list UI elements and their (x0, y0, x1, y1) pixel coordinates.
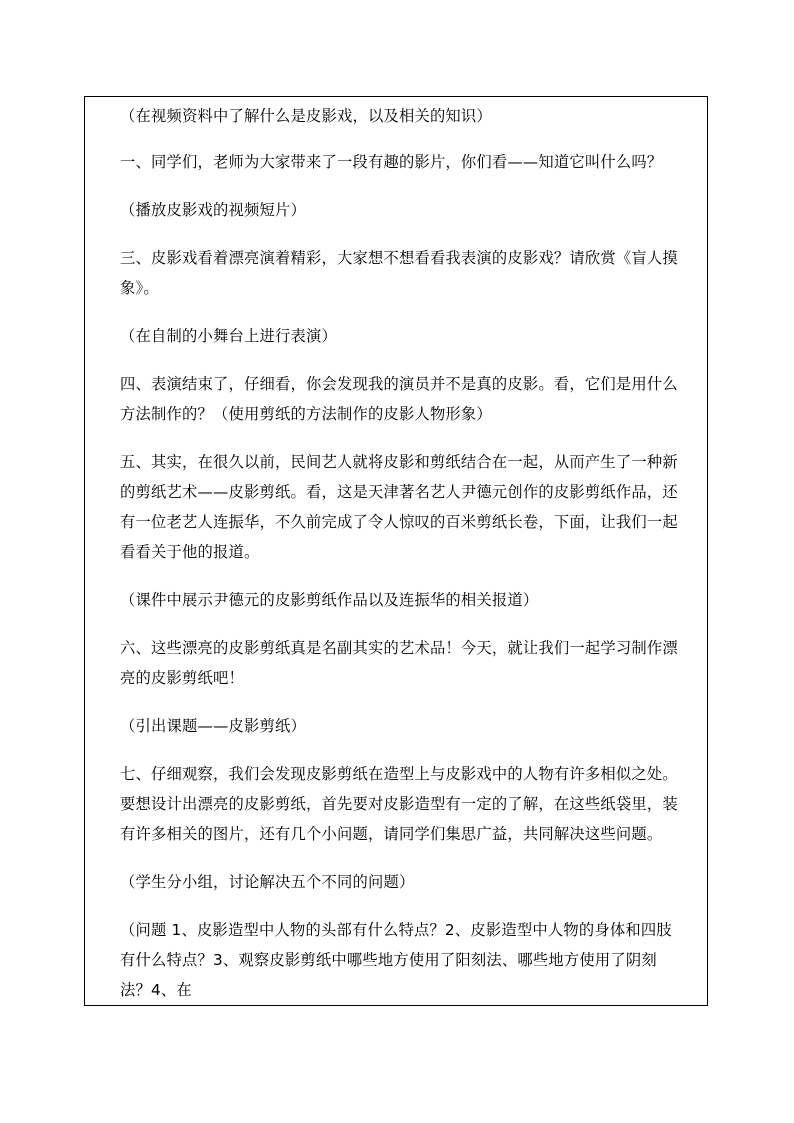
paragraph-note-stage: （在自制的小舞台上进行表演） (120, 327, 337, 345)
paragraph-step-3: 三、皮影戏看着漂亮演着精彩，大家想不想看看我表演的皮影戏？请欣赏《盲人摸象》。 (120, 249, 678, 297)
paragraph-step-7: 七、仔细观察，我们会发现皮影剪纸在造型上与皮影戏中的人物有许多相似之处。要想设计出漂亮的皮影剪纸，首先要对皮影造型有一定的了解，在这些纸袋里，装有许多相关的图片，还有几个小问题，请同学们集思广益，共同解决这些问题。 (120, 765, 678, 843)
paragraph-note-courseware: （课件中展示尹德元的皮影剪纸作品以及连振华的相关报道） (120, 591, 539, 609)
paragraph-questions: （问题 1、皮影造型中人物的头部有什么特点？2、皮影造型中人物的身体和四肢有什么特点？3、观察皮影剪纸中哪些地方使用了阳刻法、哪些地方使用了阴刻法？4、在 (120, 921, 672, 999)
document-body (120, 97, 678, 1005)
paragraph-note-play-video: （播放皮影戏的视频短片） (120, 201, 306, 219)
paragraph-note-topic: （引出课题——皮影剪纸） (120, 717, 306, 735)
document-table-cell (84, 96, 708, 1006)
paragraph-note-video: （在视频资料中了解什么是皮影戏，以及相关的知识） (120, 107, 492, 125)
paragraph-step-1: 一、同学们，老师为大家带来了一段有趣的影片，你们看——知道它叫什么吗？ (120, 153, 663, 171)
paragraph-step-5: 五、其实，在很久以前，民间艺人就将皮影和剪纸结合在一起，从而产生了一种新的剪纸艺术——皮影剪纸。看，这是天津著名艺人尹德元创作的皮影剪纸作品，还有一位老艺人连振华，不久前完成了令人惊叹的百米剪纸长卷，下面，让我们一起看看关于他的报道。 (120, 453, 678, 561)
paragraph-note-groups: （学生分小组，讨论解决五个不同的问题） (120, 873, 415, 891)
paragraph-step-6: 六、这些漂亮的皮影剪纸真是名副其实的艺术品！今天，就让我们一起学习制作漂亮的皮影剪纸吧！ (120, 639, 678, 687)
paragraph-step-4: 四、表演结束了，仔细看，你会发现我的演员并不是真的皮影。看，它们是用什么方法制作的？（使用剪纸的方法制作的皮影人物形象） (120, 375, 678, 423)
